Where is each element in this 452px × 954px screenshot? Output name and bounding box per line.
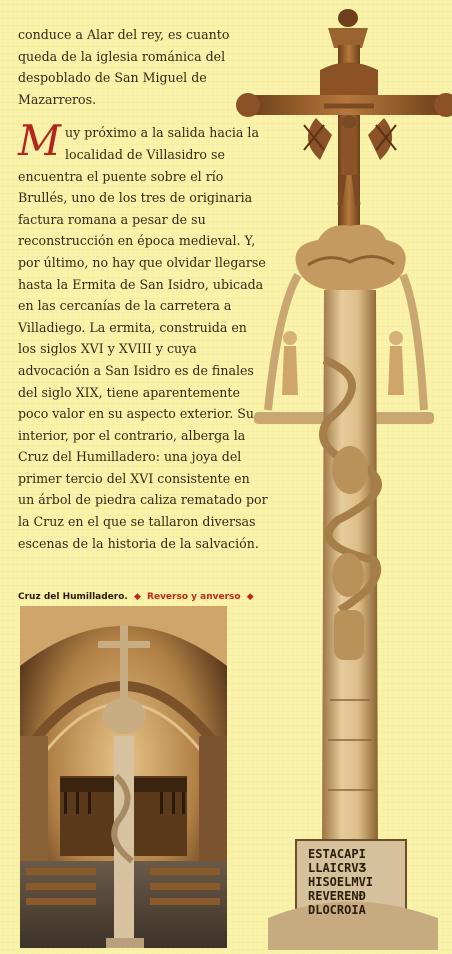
caption-arrow-left-icon: ◆ xyxy=(133,592,141,602)
chapel-interior-photo xyxy=(20,606,227,948)
inscription-line-5: DLOCROIA xyxy=(308,903,366,917)
caption-title: Cruz del Humilladero. xyxy=(18,592,128,602)
caption-arrow-right-icon: ◆ xyxy=(246,592,254,602)
inscription-line-3: HISOELMVI xyxy=(308,875,374,889)
inscription-text xyxy=(308,847,373,917)
inscription-line-1: ESTACAPI xyxy=(308,847,366,861)
inscription-line-4: REVERENƉ xyxy=(308,889,366,903)
photo-caption xyxy=(18,592,254,602)
drop-cap: M xyxy=(18,116,62,166)
paragraph-2-text: uy próximo a la salida hacia la localidad de Villasidro se encuentra el puente sobre el río Brullés, uno de los tres de originaria factura romana a pesar de su reconstrucción en época medieval. Y, por último, no hay que olvidar llegarse hasta la Ermita de San Isidro, ubicada en las cercanías de la carretera a Villadiego. La ermita, construida en los siglos XVI y XVIII y cuya advocación a San Isidro es de finales del siglo XIX, tiene aparentemente poco valor en su aspecto exterior. Su interior, por el contrario, alberga la Cruz del Humilladero: una joya del primer tercio del XVI consistente en un árbol de piedra caliza rematado por la Cruz en el que se tallaron diversas escenas de la historia de la salvación. xyxy=(18,125,268,551)
chapel-interior-illustration xyxy=(20,606,227,948)
cross-sculpture-image xyxy=(228,0,452,950)
caption-label: Reverso y anverso xyxy=(147,592,241,602)
paragraph-1: conduce a Alar del rey, es cuanto queda de la iglesia románica del despoblado de San Miguel de Mazarreros. xyxy=(18,27,230,107)
cross-sculpture-illustration xyxy=(228,0,452,950)
inscription-line-2: LLAICRVƷ xyxy=(308,861,366,875)
